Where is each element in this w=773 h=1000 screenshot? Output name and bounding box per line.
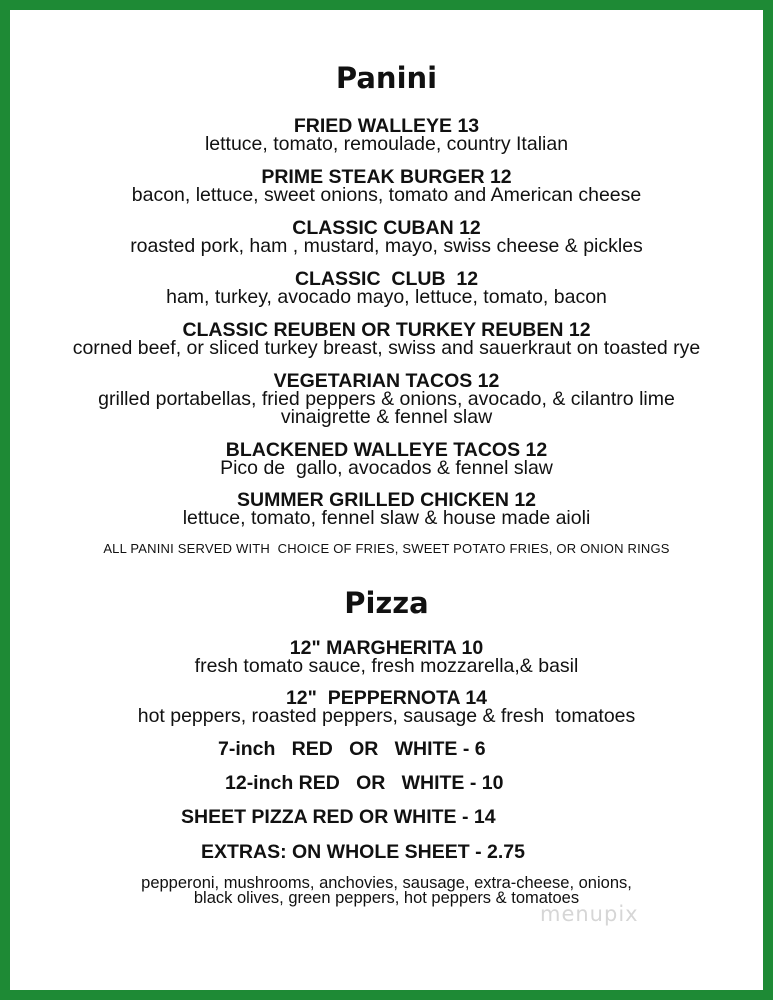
item-description: Pico de gallo, avocados & fennel slaw (220, 457, 553, 479)
item-description: lettuce, tomato, fennel slaw & house made aioli (182, 507, 591, 529)
item-description: hot peppers, roasted peppers, sausage & fresh tomatoes (137, 705, 636, 727)
item-description: fresh tomato sauce, fresh mozzarella,& basil (194, 655, 579, 677)
panini-item-prime-steak-burger (10, 168, 763, 204)
pizza-section-title: Pizza (344, 586, 429, 620)
item-description-continued: vinaigrette & fennel slaw (280, 406, 493, 428)
extras-line: pepperoni, mushrooms, anchovies, sausage, extra-cheese, onions, (141, 874, 632, 892)
panini-item-vegetarian-tacos (10, 372, 763, 426)
item-name: FRIED WALLEYE 13 (293, 115, 480, 137)
item-name: CLASSIC CUBAN 12 (292, 217, 481, 239)
panini-item-blackened-walleye-tacos (10, 441, 763, 477)
item-name: PRIME STEAK BURGER 12 (261, 166, 512, 188)
panini-sides-note: ALL PANINI SERVED WITH CHOICE OF FRIES, SWEET POTATO FRIES, OR ONION RINGS (103, 541, 670, 556)
panini-item-fried-walleye (10, 117, 763, 153)
panini-item-classic-club (10, 270, 763, 306)
panini-item-summer-grilled-chicken (10, 491, 763, 527)
item-name: VEGETARIAN TACOS 12 (273, 370, 500, 392)
item-name: CLASSIC CLUB 12 (294, 268, 479, 290)
panini-section-title: Panini (335, 61, 438, 95)
panini-item-classic-reuben (10, 321, 763, 357)
item-name: SUMMER GRILLED CHICKEN 12 (236, 489, 537, 511)
pizza-size-12-inch: 12-inch RED OR WHITE - 10 (225, 772, 504, 794)
pizza-extras-price: EXTRAS: ON WHOLE SHEET - 2.75 (201, 841, 525, 863)
extras-line: black olives, green peppers, hot peppers & tomatoes (193, 889, 580, 907)
pizza-item-margherita (10, 639, 763, 675)
item-name: 12" MARGHERITA 10 (289, 637, 484, 659)
item-description: lettuce, tomato, remoulade, country Italian (204, 133, 569, 155)
panini-item-classic-cuban (10, 219, 763, 255)
item-description: grilled portabellas, fried peppers & onions, avocado, & cilantro lime (98, 388, 675, 410)
item-description: corned beef, or sliced turkey breast, swiss and sauerkraut on toasted rye (72, 337, 701, 359)
item-name: 12" PEPPERNOTA 14 (285, 687, 488, 709)
menupix-watermark: menupix (540, 902, 639, 926)
item-name: BLACKENED WALLEYE TACOS 12 (225, 439, 548, 461)
pizza-item-peppernota (10, 689, 763, 725)
item-name: CLASSIC REUBEN OR TURKEY REUBEN 12 (182, 319, 591, 341)
pizza-size-sheet: SHEET PIZZA RED OR WHITE - 14 (181, 806, 496, 828)
item-description: ham, turkey, avocado mayo, lettuce, tomato, bacon (166, 286, 607, 308)
pizza-size-7-inch: 7-inch RED OR WHITE - 6 (218, 738, 486, 760)
item-description: bacon, lettuce, sweet onions, tomato and American cheese (131, 184, 642, 206)
pizza-extras-list (10, 876, 763, 906)
item-description: roasted pork, ham , mustard, mayo, swiss cheese & pickles (130, 235, 643, 257)
